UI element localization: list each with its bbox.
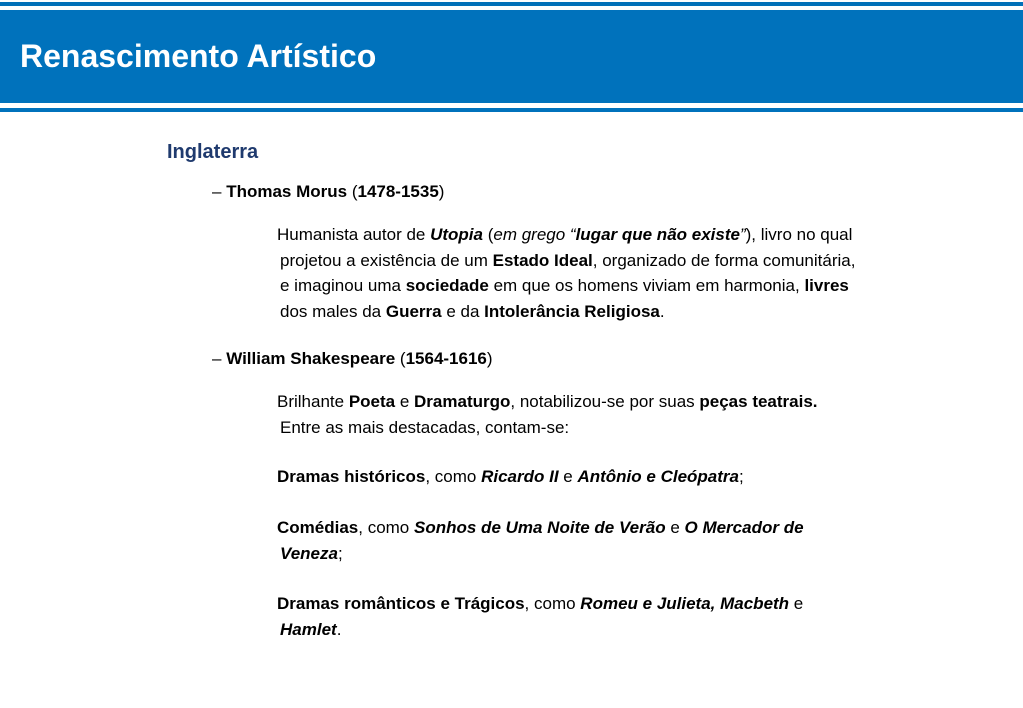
emphasis: lugar que não existe bbox=[575, 225, 740, 244]
list-item-comedias bbox=[277, 515, 997, 566]
section-title: Inglaterra bbox=[167, 141, 259, 163]
emphasis: Dramaturgo bbox=[414, 392, 511, 411]
paren-close: ) bbox=[486, 349, 493, 368]
emphasis: Comédias bbox=[277, 518, 359, 537]
text: e bbox=[395, 392, 415, 411]
emphasis: Dramas históricos bbox=[277, 467, 426, 486]
play-title: Ricardo II bbox=[481, 467, 559, 486]
play-title: Hamlet bbox=[280, 619, 337, 639]
emphasis: Estado Ideal bbox=[492, 250, 593, 270]
person-heading-shakespeare bbox=[212, 349, 493, 369]
paren-open: ( bbox=[347, 182, 358, 201]
text: ), livro no qual bbox=[745, 225, 853, 244]
emphasis: Poeta bbox=[348, 392, 396, 411]
text: , como bbox=[524, 594, 581, 613]
paragraph-shakespeare bbox=[277, 389, 997, 440]
header-bottom-rule bbox=[0, 108, 1023, 112]
paren-close: ) bbox=[438, 182, 445, 201]
text: . bbox=[659, 301, 665, 321]
person-name: William Shakespeare bbox=[226, 349, 396, 368]
text: ” bbox=[739, 225, 746, 244]
text: ; bbox=[337, 543, 343, 563]
header-bar bbox=[0, 10, 1023, 103]
dash: – bbox=[212, 349, 227, 368]
emphasis: peças teatrais. bbox=[699, 392, 818, 411]
play-title: Sonhos de Uma Noite de Verão bbox=[414, 518, 666, 537]
person-name: Thomas Morus bbox=[226, 182, 348, 201]
text: ( bbox=[482, 225, 494, 244]
emphasis: sociedade bbox=[405, 276, 489, 295]
text: ; bbox=[738, 467, 744, 486]
text-line bbox=[277, 273, 997, 299]
emphasis: Dramas românticos e Trágicos bbox=[277, 594, 525, 613]
text: projetou a existência de um bbox=[280, 250, 493, 270]
person-years: 1564-1616 bbox=[405, 349, 487, 368]
book-title: Utopia bbox=[430, 225, 483, 244]
text-line bbox=[277, 617, 997, 643]
text-line bbox=[277, 299, 997, 325]
text: , notabilizou-se por suas bbox=[510, 392, 700, 411]
paren-open: ( bbox=[395, 349, 406, 368]
text: em grego “ bbox=[493, 225, 576, 244]
text-line: Entre as mais destacadas, contam-se: bbox=[280, 417, 570, 437]
emphasis: livres bbox=[804, 276, 849, 295]
dash: – bbox=[212, 182, 227, 201]
emphasis: Guerra bbox=[385, 301, 442, 321]
text: , como bbox=[425, 467, 482, 486]
text: e da bbox=[441, 301, 485, 321]
text: , organizado de forma comunitária, bbox=[592, 250, 856, 270]
play-title: Romeu e Julieta, Macbeth bbox=[580, 594, 790, 613]
paragraph-morus bbox=[277, 222, 997, 324]
person-years: 1478-1535 bbox=[357, 182, 439, 201]
text: e bbox=[558, 467, 578, 486]
text: em que os homens viviam em harmonia, bbox=[488, 276, 805, 295]
text: Humanista autor de bbox=[277, 225, 431, 244]
text: dos males da bbox=[280, 301, 386, 321]
emphasis: Intolerância Religiosa bbox=[484, 301, 660, 321]
person-heading-morus bbox=[212, 182, 444, 202]
text-line bbox=[277, 222, 997, 248]
text-line bbox=[277, 464, 997, 490]
play-title: Veneza bbox=[280, 543, 338, 563]
list-item-dramas-historicos bbox=[277, 464, 997, 490]
header-top-rule bbox=[0, 2, 1023, 6]
text: . bbox=[336, 619, 342, 639]
play-title: Antônio e Cleópatra bbox=[577, 467, 739, 486]
text-line bbox=[277, 591, 997, 617]
text: e imaginou uma bbox=[280, 276, 406, 295]
text-line bbox=[277, 515, 997, 541]
text: Brilhante bbox=[277, 392, 349, 411]
page-title: Renascimento Artístico bbox=[20, 38, 377, 74]
text: , como bbox=[358, 518, 414, 537]
text: e bbox=[665, 518, 685, 537]
text-line bbox=[277, 248, 997, 274]
list-item-dramas-romanticos bbox=[277, 591, 997, 642]
play-title: O Mercador de bbox=[684, 518, 804, 537]
text-line bbox=[277, 541, 997, 567]
text: e bbox=[789, 594, 804, 613]
text-line bbox=[277, 389, 997, 415]
